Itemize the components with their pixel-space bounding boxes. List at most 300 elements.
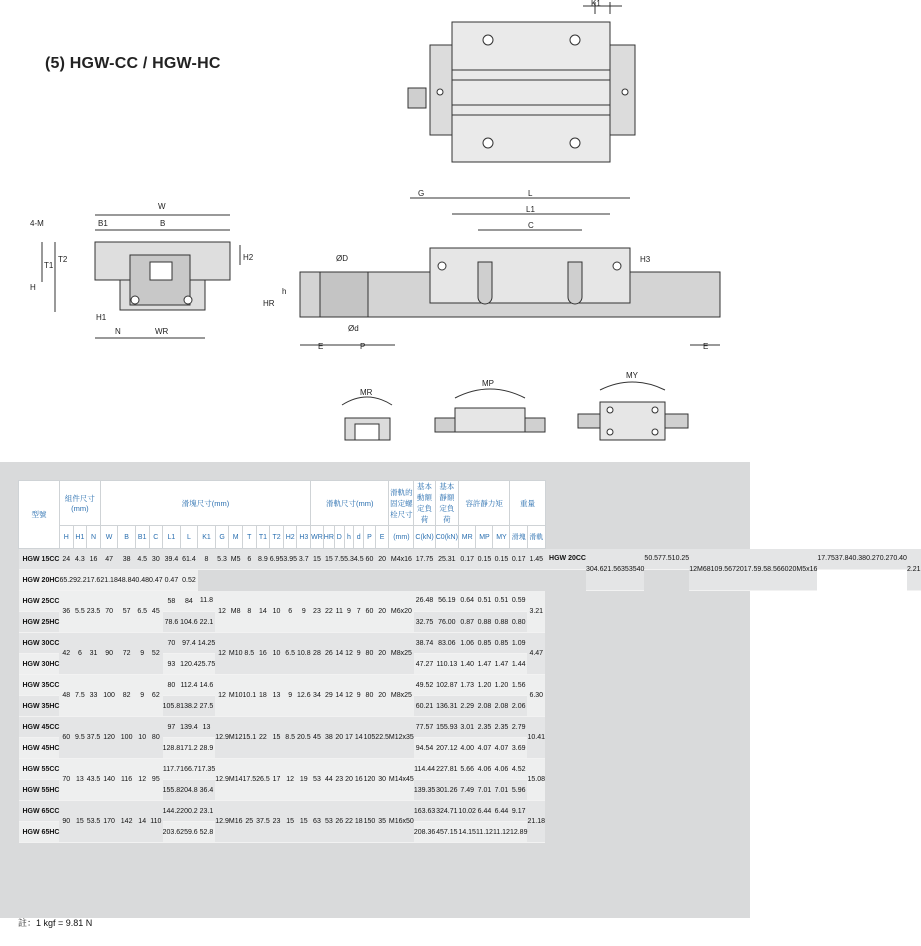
cell-D: 14: [334, 633, 344, 675]
cell-C0: 110.13: [435, 654, 458, 675]
cell-WR: 34: [311, 675, 324, 717]
cell-D: 23: [334, 759, 344, 801]
cell-M: M12: [229, 717, 243, 759]
cell-T: 8: [242, 591, 256, 633]
top-view-drawing: [408, 2, 635, 162]
cell-h: 12: [344, 675, 354, 717]
col-block-9: T: [242, 526, 256, 549]
cell-C0: 207.12: [435, 738, 458, 759]
spec-table-body: [19, 549, 921, 843]
cell-C0: 83.06: [435, 633, 458, 654]
cell-W: 90: [100, 633, 118, 675]
cell-C0: 136.31: [435, 696, 458, 717]
header-dynamic: [414, 481, 435, 526]
cell-M: M6: [697, 549, 707, 591]
cell-HR: 38: [323, 717, 334, 759]
label-e: E: [318, 342, 324, 351]
col-rail-2: D: [334, 526, 344, 549]
cell-MP: 0.27: [866, 549, 880, 570]
cell-H1: 6: [73, 633, 87, 675]
cell-H2: 8.5: [283, 717, 297, 759]
cell-P: 60: [364, 549, 376, 570]
cell-model: HGW 65HC: [19, 822, 60, 843]
cell-WR: 28: [311, 633, 324, 675]
cell-L1: 97: [163, 717, 181, 738]
cell-N: 43.5: [87, 759, 101, 801]
cell-N: 53.5: [87, 801, 101, 843]
spec-table-panel: [0, 462, 921, 918]
col-block-4: L1: [163, 526, 181, 549]
cell-Cb: 40: [637, 549, 645, 591]
cell-MP: 1.20: [476, 675, 493, 696]
side-view-drawing: [300, 198, 720, 345]
cell-MY: 2.35: [493, 717, 510, 738]
cell-kg: 1.56: [510, 675, 528, 696]
col-rail-5: P: [364, 526, 376, 549]
cell-C0: 457.15: [435, 822, 458, 843]
cell-kg: 0.59: [510, 591, 528, 612]
cell-L1: 203.6: [163, 822, 181, 843]
col-moment-0: MR: [458, 526, 476, 549]
cell-H1: 15: [73, 801, 87, 843]
label-p: P: [360, 342, 366, 351]
cell-H2: 6: [728, 549, 732, 591]
header-assembly: [59, 481, 100, 526]
cell-MR: 1.06: [458, 633, 476, 654]
cell-L1: 80: [163, 675, 181, 696]
cell-H3: 7: [732, 549, 736, 591]
cell-H3: 20.5: [297, 717, 311, 759]
cell-model: HGW 55CC: [19, 759, 60, 780]
cell-kgm: 15.08: [527, 759, 545, 801]
cell-C: 139.35: [414, 780, 435, 801]
cell-C: 38.74: [414, 633, 435, 654]
cell-bolt: M16x50: [389, 801, 414, 843]
cell-K1: 13: [198, 717, 216, 738]
cell-L1: 105.8: [163, 696, 181, 717]
header-row-groups: [19, 481, 921, 526]
cell-W: 70: [100, 591, 118, 633]
label-hr: HR: [263, 299, 275, 308]
cell-kgm: 1.45: [527, 549, 545, 570]
cell-L1: 39.4: [163, 549, 181, 570]
cell-MR: 5.66: [458, 759, 476, 780]
col-rail-4: d: [354, 526, 364, 549]
col-moment-2: MY: [493, 526, 510, 549]
cell-K1: 8: [198, 549, 216, 570]
col-rail-0: WR: [311, 526, 324, 549]
cell-H1: 13: [73, 759, 87, 801]
cell-B1: 4.5: [135, 549, 149, 570]
cell-H: 36: [59, 591, 73, 633]
cell-L1: 117.7: [163, 759, 181, 780]
cell-L1: 50.5: [644, 549, 658, 570]
cell-D: 9.5: [757, 549, 767, 591]
cell-B: 57: [118, 591, 136, 633]
cell-Cb: 95: [149, 759, 163, 801]
cell-MY: 0.85: [493, 633, 510, 654]
cell-MY: 0.51: [493, 591, 510, 612]
cell-Cb: 30: [149, 549, 163, 570]
cell-T1: 26.5: [256, 759, 270, 801]
cell-C: 32.75: [414, 612, 435, 633]
cell-M: M10: [229, 633, 243, 675]
cell-WR: 20: [736, 549, 744, 591]
cell-d: 16: [354, 759, 364, 801]
cell-H: 24: [59, 549, 73, 570]
cell-h: 20: [344, 759, 354, 801]
cell-MR: 7.49: [458, 780, 476, 801]
cell-G: 12: [215, 633, 229, 675]
cell-K1: 52.8: [198, 822, 216, 843]
col-dynamic: C(kN): [414, 526, 435, 549]
cell-kgm: 4.47: [527, 633, 545, 675]
col-block-2: B1: [135, 526, 149, 549]
cell-d: 6: [777, 549, 781, 591]
cell-Cb: 52: [149, 633, 163, 675]
cell-C: 94.54: [414, 738, 435, 759]
header-static: [435, 481, 458, 526]
label-t2: T2: [58, 255, 68, 264]
cell-MR: 0.17: [458, 549, 476, 570]
cell-MR: 1.40: [458, 654, 476, 675]
cell-MR: 0.48: [135, 570, 149, 591]
label-h2: H2: [243, 253, 254, 262]
label-mr: MR: [360, 388, 373, 397]
cell-T1: 37.5: [256, 801, 270, 843]
cell-E: 22.5: [375, 717, 389, 759]
label-h-small: h: [282, 287, 287, 296]
cell-E: 20: [375, 549, 389, 570]
cell-Cb: 45: [149, 591, 163, 633]
cell-D: 14: [334, 675, 344, 717]
label-b: B: [160, 219, 166, 228]
cell-MP: 0.85: [476, 633, 493, 654]
cell-L1: 128.8: [163, 738, 181, 759]
cell-M: M14: [229, 759, 243, 801]
cell-d: 4.5: [354, 549, 364, 570]
cell-K1: 22.1: [198, 612, 216, 633]
col-rail-3: h: [344, 526, 354, 549]
cell-E: 20: [375, 675, 389, 717]
table-row: [19, 717, 921, 738]
cell-H1: 7.5: [73, 675, 87, 717]
cell-N: 37.5: [87, 717, 101, 759]
cell-C0: 56.19: [435, 591, 458, 612]
cell-H3: 9: [297, 591, 311, 633]
cell-H: 30: [586, 549, 594, 591]
cell-L: 259.6: [180, 822, 198, 843]
header-bolt: [389, 481, 414, 526]
cell-T1: 16: [256, 633, 270, 675]
cell-T: 6: [242, 549, 256, 570]
cell-H: 48: [59, 675, 73, 717]
cell-G: 12.9: [215, 717, 229, 759]
cell-h: 22: [344, 801, 354, 843]
cell-E: 20: [375, 633, 389, 675]
cell-C: 60.21: [414, 696, 435, 717]
cell-W: 140: [100, 759, 118, 801]
cell-MP: 6.44: [476, 801, 493, 822]
cell-T2: 23: [270, 801, 284, 843]
header-bolt-text: 滑軌的 固定螺 栓尺寸: [390, 487, 413, 519]
cell-N: 23.5: [87, 591, 101, 633]
cell-H3: 19: [297, 759, 311, 801]
cell-kg: 12.89: [510, 822, 528, 843]
cell-model: HGW 30CC: [19, 633, 60, 654]
cell-B: 142: [118, 801, 136, 843]
cell-kg: 2.79: [510, 717, 528, 738]
header-model: 型號: [19, 481, 60, 549]
cell-bolt: M12x35: [389, 717, 414, 759]
cell-T2: 10: [270, 633, 284, 675]
col-block-6: K1: [198, 526, 216, 549]
label-e-right: E: [703, 342, 709, 351]
cell-K1: 25.75: [198, 654, 216, 675]
cell-MP: 0.47: [149, 570, 163, 591]
cell-MP: 0.51: [476, 591, 493, 612]
col-block-11: T2: [270, 526, 284, 549]
cell-B: 72: [118, 633, 136, 675]
col-block-10: T1: [256, 526, 270, 549]
cell-Cb: 110: [149, 801, 163, 843]
cell-T2: 6.95: [270, 549, 284, 570]
cell-H3: 10.8: [297, 633, 311, 675]
cell-MY: 6.44: [493, 801, 510, 822]
cell-MY: 0.27: [880, 549, 894, 570]
cell-C: 21.18: [100, 570, 118, 591]
cell-T: 8.5: [242, 633, 256, 675]
table-row: [19, 675, 921, 696]
label-k1: K1: [591, 0, 601, 8]
col-assembly-1: H1: [73, 526, 87, 549]
cell-C0: 227.81: [435, 759, 458, 780]
cell-MR: 3.01: [458, 717, 476, 738]
label-n: N: [115, 327, 121, 336]
cell-model: HGW 45CC: [19, 717, 60, 738]
cell-L: 120.4: [180, 654, 198, 675]
table-row: [19, 633, 921, 654]
cell-P: 105: [364, 717, 376, 759]
cell-MP: 4.07: [476, 738, 493, 759]
cell-HR: 29: [323, 675, 334, 717]
col-assembly-0: H: [59, 526, 73, 549]
col-weight-1: 滑軌: [527, 526, 545, 549]
cell-MR: 14.15: [458, 822, 476, 843]
header-assembly-text: 組件尺寸 (mm): [64, 494, 95, 513]
cell-C0: 301.26: [435, 780, 458, 801]
cell-H2: 12: [283, 759, 297, 801]
cell-H1: 5.5: [73, 591, 87, 633]
cell-bolt: M8x25: [389, 633, 414, 675]
cell-C0: 37.84: [835, 549, 853, 570]
cell-B1: 6.5: [135, 591, 149, 633]
moment-diagrams: [342, 382, 688, 440]
cell-L: 61.4: [180, 549, 198, 570]
cell-model: HGW 20CC: [545, 549, 586, 570]
cell-d: 9: [354, 633, 364, 675]
cell-MY: 0.47: [163, 570, 181, 591]
cell-L: 204.8: [180, 780, 198, 801]
cell-B: 53: [625, 549, 633, 591]
cell-G: 12: [689, 549, 697, 591]
cell-L: 200.2: [180, 801, 198, 822]
cell-C: 17.75: [817, 549, 835, 570]
cell-model: HGW 20HC: [19, 570, 60, 591]
cell-K1: 10.25: [672, 549, 690, 570]
cell-B1: 9: [135, 675, 149, 717]
cell-MY: 4.06: [493, 759, 510, 780]
cell-B: 38: [118, 549, 136, 570]
col-block-5: L: [180, 526, 198, 549]
col-block-1: B: [118, 526, 136, 549]
cell-T1: 14: [256, 591, 270, 633]
cell-P: 80: [364, 633, 376, 675]
cell-MY: 1.20: [493, 675, 510, 696]
cell-Cb: 62: [149, 675, 163, 717]
col-block-8: M: [229, 526, 243, 549]
cell-MP: 0.88: [476, 612, 493, 633]
cell-E: 20: [789, 549, 797, 591]
cell-H: 42: [59, 633, 73, 675]
cell-T: 15.1: [242, 717, 256, 759]
cell-L1: 70: [163, 633, 181, 654]
label-wr: WR: [155, 327, 169, 336]
cell-MR: 0.64: [458, 591, 476, 612]
cell-MY: 4.07: [493, 738, 510, 759]
technical-drawings: [0, 0, 750, 462]
cell-N: 33: [87, 675, 101, 717]
label-od: ØD: [336, 254, 348, 263]
header-weight: 重量: [510, 481, 545, 526]
cell-P: 80: [364, 675, 376, 717]
cell-W: 170: [100, 801, 118, 843]
cell-kg: 5.96: [510, 780, 528, 801]
label-w: W: [158, 202, 166, 211]
cell-E: 35: [375, 801, 389, 843]
cell-B1: 5: [633, 549, 637, 591]
spec-table: [18, 480, 921, 843]
cell-K1: 14.6: [198, 675, 216, 696]
cell-H1: 4.3: [73, 549, 87, 570]
cell-L: 139.4: [180, 717, 198, 738]
table-row: [19, 759, 921, 780]
label-l: L: [528, 189, 533, 198]
cell-h: 5.3: [344, 549, 354, 570]
cell-kgm: 6.30: [527, 675, 545, 717]
cell-MR: 2.29: [458, 696, 476, 717]
col-block-0: W: [100, 526, 118, 549]
cell-MP: 7.01: [476, 780, 493, 801]
cell-G: 12: [215, 675, 229, 717]
cell-E: 20: [375, 591, 389, 633]
cell-MY: 1.47: [493, 654, 510, 675]
label-od-small: Ød: [348, 324, 359, 333]
cell-C0: 76.00: [435, 612, 458, 633]
cell-WR: 45: [311, 717, 324, 759]
cell-W: 63: [617, 549, 625, 591]
cell-C: 26.48: [414, 591, 435, 612]
cell-HR: 26: [323, 633, 334, 675]
cell-K1: 27.5: [198, 696, 216, 717]
cell-M: M10: [229, 675, 243, 717]
label-g: G: [418, 189, 425, 198]
cell-kgm: 2.21: [907, 549, 921, 591]
cell-h: 9: [344, 591, 354, 633]
cell-C: 77.57: [414, 717, 435, 738]
cell-B1: 9: [135, 633, 149, 675]
cell-T2: 9.5: [718, 549, 728, 591]
cell-B: 116: [118, 759, 136, 801]
cell-W: 47: [100, 549, 118, 570]
cell-N: 31: [87, 633, 101, 675]
cell-B: 100: [118, 717, 136, 759]
cell-P: 60: [364, 591, 376, 633]
cell-H2: 9: [283, 675, 297, 717]
cell-P: 120: [364, 759, 376, 801]
cell-MR: 0.38: [852, 549, 866, 570]
cell-T: 17.5: [242, 759, 256, 801]
cell-L: 138.2: [180, 696, 198, 717]
cell-H2: 6.5: [283, 633, 297, 675]
cell-L1: 58: [163, 591, 181, 612]
cell-M: M8: [229, 591, 243, 633]
cell-B1: 10: [135, 717, 149, 759]
cell-T: 25: [242, 801, 256, 843]
cell-H2: 6: [283, 591, 297, 633]
page-title: (5) HGW-CC / HGW-HC: [45, 55, 221, 72]
cell-L: 92.2: [73, 570, 87, 591]
cell-model: HGW 45HC: [19, 738, 60, 759]
cell-H2: 15: [283, 801, 297, 843]
cell-P: 150: [364, 801, 376, 843]
cell-MR: 1.73: [458, 675, 476, 696]
col-weight-0: 滑塊: [510, 526, 528, 549]
cell-B1: 12: [135, 759, 149, 801]
cell-kg: 3.69: [510, 738, 528, 759]
header-static-text: 基本 靜額 定負荷: [439, 482, 455, 524]
cell-C0: 324.71: [435, 801, 458, 822]
cell-kg: 0.52: [180, 570, 198, 591]
col-block-3: C: [149, 526, 163, 549]
cell-T1: 22: [256, 717, 270, 759]
cell-HR: 22: [323, 591, 334, 633]
cell-N: 16: [87, 549, 101, 570]
cell-T1: 18: [256, 675, 270, 717]
cell-M: M5: [229, 549, 243, 570]
cell-L1: 93: [163, 654, 181, 675]
cell-d: 9: [354, 675, 364, 717]
cell-d: 7: [354, 591, 364, 633]
cell-h: 17: [344, 717, 354, 759]
cell-WR: 53: [311, 759, 324, 801]
header-dynamic-text: 基本 動額 定負荷: [417, 482, 433, 524]
cell-model: HGW 35HC: [19, 696, 60, 717]
cell-C: 47.27: [414, 654, 435, 675]
cell-MR: 10.02: [458, 801, 476, 822]
cell-model: HGW 30HC: [19, 654, 60, 675]
cell-h: 8.5: [767, 549, 777, 591]
unit-note: 註：1 kgf = 9.81 N: [18, 918, 93, 928]
cell-kg: 0.17: [510, 549, 528, 570]
cell-kgm: 3.21: [527, 591, 545, 633]
label-b1: B1: [98, 219, 108, 228]
cell-W: 100: [100, 675, 118, 717]
cell-MP: 2.35: [476, 717, 493, 738]
cell-MP: 4.06: [476, 759, 493, 780]
cell-kg: 0.40: [893, 549, 907, 570]
cell-L1: 78.6: [163, 612, 181, 633]
